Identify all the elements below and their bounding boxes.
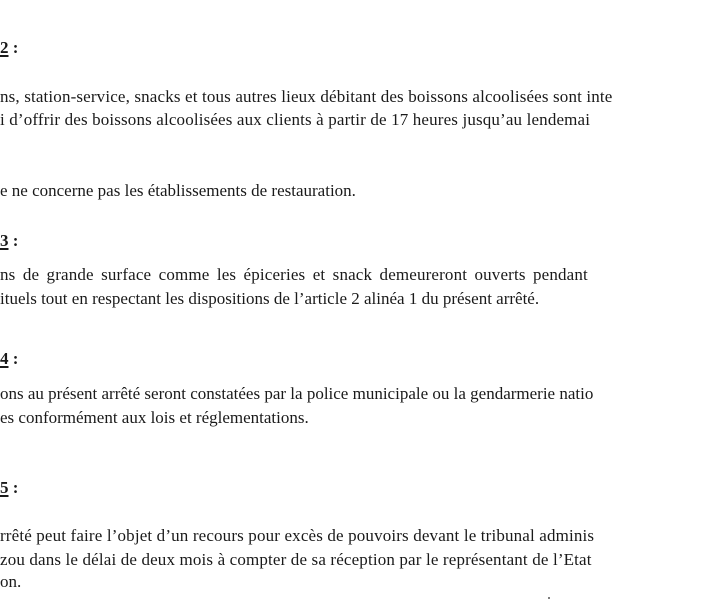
article-2-heading: 2 : [0, 38, 19, 57]
article-2-paragraph-2-line-1: e ne concerne pas les établissements de restauration. [0, 181, 356, 200]
article-5-paragraph-1-line-2: zou dans le délai de deux mois à compter de sa réception par le représentant de l’Etat [0, 550, 592, 569]
article-5-number: 5 [0, 478, 9, 497]
article-2-paragraph-1-line-1: ns, station-service, snacks et tous autres lieux débitant des boissons alcoolisées sont inte [0, 87, 613, 106]
article-4-paragraph-1-line-1: ons au présent arrêté seront constatées par la police municipale ou la gendarmerie natio [0, 384, 594, 403]
article-2-number: 2 [0, 38, 9, 57]
article-3-heading: 3 : [0, 231, 19, 250]
article-5-heading: 5 : [0, 478, 19, 497]
article-3-paragraph-1-line-1: ns de grande surface comme les épiceries et snack demeureront ouverts pendant [0, 265, 588, 284]
article-3-paragraph-1-line-2: ituels tout en respectant les dispositions de l’article 2 alinéa 1 du présent arrêté. [0, 289, 540, 308]
article-5-paragraph-1-line-1: rrêté peut faire l’objet d’un recours pour excès de pouvoirs devant le tribunal adminis [0, 526, 595, 545]
article-4-paragraph-1-line-2: es conformément aux lois et réglementations. [0, 408, 309, 427]
article-4-heading: 4 : [0, 349, 19, 368]
scan-speck [548, 597, 550, 599]
article-5-paragraph-1-line-3: on. [0, 572, 22, 591]
article-3-number: 3 [0, 231, 9, 250]
article-4-number: 4 [0, 349, 9, 368]
article-2-paragraph-1-line-2: i d’offrir des boissons alcoolisées aux clients à partir de 17 heures jusqu’au lendemai [0, 110, 591, 129]
